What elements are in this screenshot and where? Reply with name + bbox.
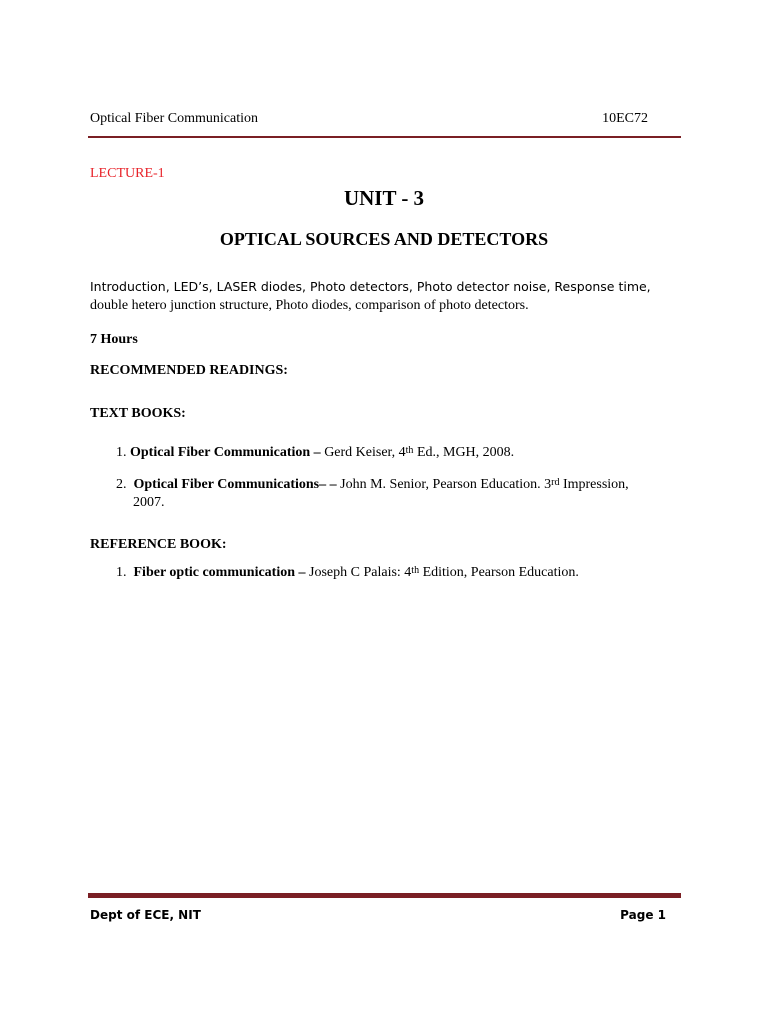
list-number: 1. [116,565,127,580]
syllabus-intro [90,277,680,315]
book-details: Joseph C Palais: 4 [305,565,412,580]
reference-book-heading: REFERENCE BOOK: [90,537,227,552]
page-header [90,111,680,129]
text-book-item-2 [116,476,629,510]
book-title: Fiber optic communication – [133,565,306,580]
list-number: 2. [116,477,127,492]
book-details-continuation: 2007. [133,495,165,510]
reference-book-item-1 [116,564,579,582]
lecture-label: LECTURE-1 [90,166,165,181]
book-title: Optical Fiber Communications– – [133,477,337,492]
book-title: Optical Fiber Communication – [130,445,321,460]
syllabus-intro-line-1: Introduction, LED’s, LASER diodes, Photo detectors, Photo detector noise, Response time, [90,279,651,294]
book-details-end: Impression, [559,477,629,492]
header-course-title: Optical Fiber Communication [90,111,258,126]
book-details: Gerd Keiser, 4 [320,445,406,460]
book-details: John M. Senior, Pearson Education. 3 [336,477,552,492]
book-details-end: Ed., MGH, 2008. [413,445,515,460]
ordinal-suffix: th [405,445,414,456]
book-details-end: Edition, Pearson Education. [419,565,579,580]
hours-label: 7 Hours [90,332,138,347]
ordinal-suffix: rd [551,477,560,488]
ordinal-suffix: th [411,565,420,576]
footer-divider [88,893,681,898]
text-books-heading: TEXT BOOKS: [90,406,186,421]
footer-department: Dept of ECE, NIT [90,908,201,922]
header-course-code: 10EC72 [602,111,648,126]
list-number: 1. [116,445,127,460]
unit-subtitle: OPTICAL SOURCES AND DETECTORS [219,229,549,249]
recommended-readings-heading: RECOMMENDED READINGS: [90,363,288,378]
text-book-item-1 [116,444,514,462]
page-footer [90,908,680,926]
header-divider [88,136,681,138]
unit-title: UNIT - 3 [343,186,425,210]
syllabus-intro-line-2: double hetero junction structure, Photo diodes, comparison of photo detectors. [90,298,529,313]
footer-page-number: Page 1 [620,908,666,922]
